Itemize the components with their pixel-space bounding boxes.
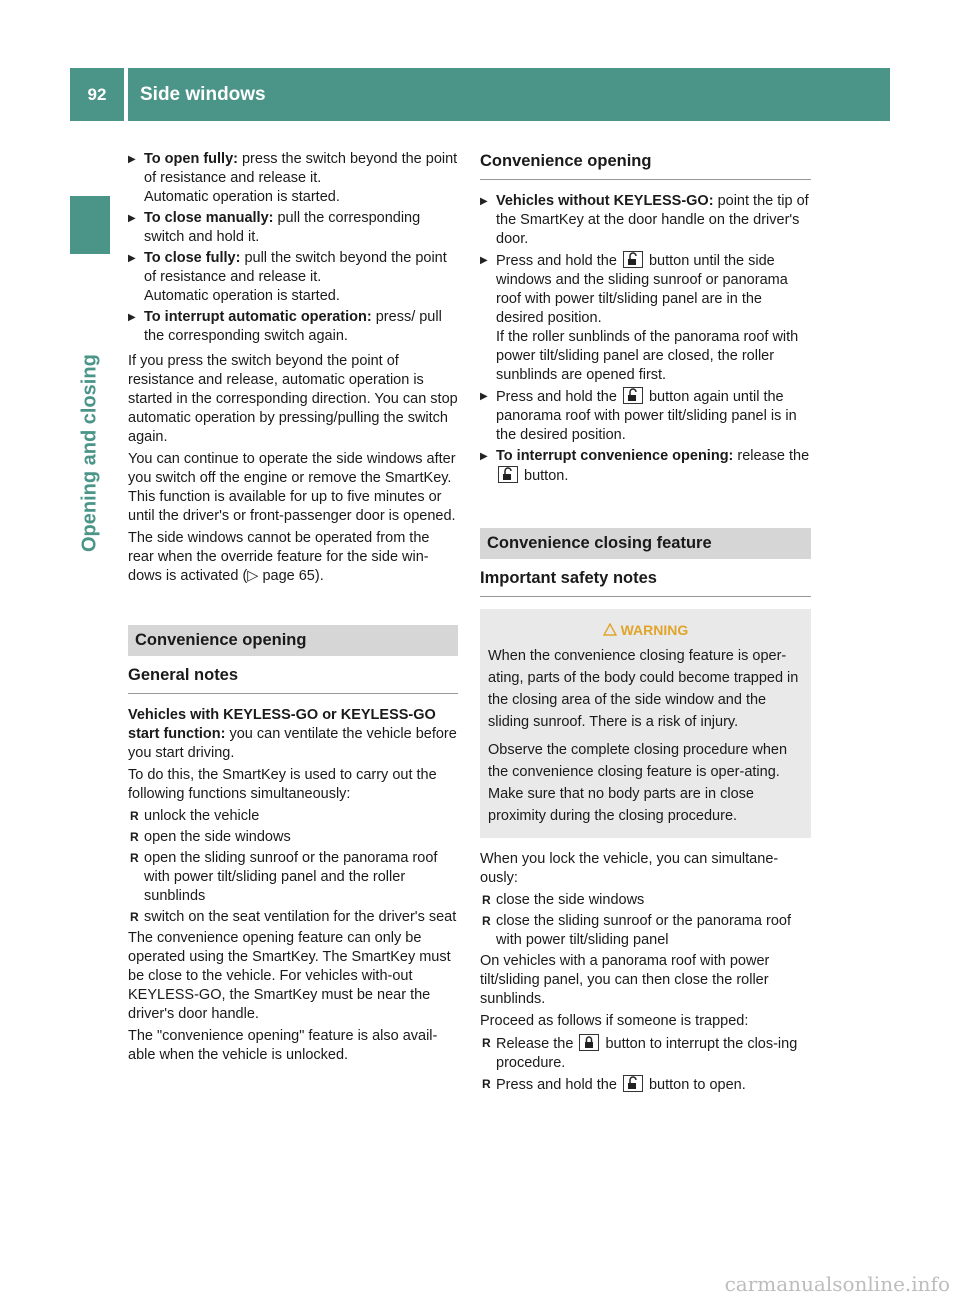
paragraph: The convenience opening feature can only be operated using the SmartKey. The SmartKey must be close to the vehicle. For vehicles with-out KEYLESS-GO, the SmartKey must be near the driver's door handle. xyxy=(128,930,451,1022)
list-item: R close the side windows xyxy=(480,891,811,910)
step-open-fully: ▶ To open fully: press the switch beyond the point of resistance and release it. Automatic operation is started. xyxy=(128,150,458,207)
list-item: R switch on the seat ventilation for the driver's seat xyxy=(128,908,458,927)
unlock-icon xyxy=(623,387,643,404)
list-item: R open the side windows xyxy=(128,828,458,847)
paragraph: If you press the switch beyond the point of resistance and release, automatic operation is started in the corresponding direction. You can stop automatic operation by pressing/pulling the switch again. xyxy=(128,353,458,445)
sidebar-chapter-text: Opening and closing xyxy=(78,354,101,552)
left-column xyxy=(128,150,458,1068)
step-close-manually: ▶ To close manually: pull the corresponding switch and hold it. xyxy=(128,209,458,247)
section-heading-convenience-opening: Convenience opening xyxy=(480,150,811,180)
list-item: R close the sliding sunroof or the panorama roof with power tilt/sliding panel xyxy=(480,912,811,950)
warning-text: When the convenience closing feature is oper-ating, parts of the body could become trapped in the closing area of the side window and the sliding sunroof. There is a risk of injury. xyxy=(488,648,799,730)
step-press-hold-again: ▶ Press and hold the button again until the panorama roof with power tilt/sliding panel is in the desired position. xyxy=(480,387,811,445)
step-close-fully: ▶ To close fully: pull the switch beyond the point of resistance and release it. Automatic operation is started. xyxy=(128,249,458,306)
section-heading: Convenience opening xyxy=(128,625,458,656)
section-heading: Convenience closing feature xyxy=(480,528,811,559)
step-press-hold: ▶ Press and hold the button until the side windows and the sliding sunroof or panorama roof with power tilt/sliding panel are in the desired position. If the roller sunblinds of the panorama roof with power tilt/sliding panel are closed, the roller sunblinds are opened first. xyxy=(480,251,811,385)
paragraph: To do this, the SmartKey is used to carry out the following functions simultaneously: xyxy=(128,767,437,802)
list-item: R unlock the vehicle xyxy=(128,807,458,826)
paragraph: Proceed as follows if someone is trapped: xyxy=(480,1013,749,1029)
page-title-text: Side windows xyxy=(140,84,266,105)
subsection-heading: General notes xyxy=(128,666,458,694)
page-number: 92 xyxy=(70,68,124,121)
right-column xyxy=(480,150,811,1097)
step-interrupt-convenience: ▶ To interrupt convenience opening: release the button. xyxy=(480,447,811,486)
list-item: R open the sliding sunroof or the panorama roof with power tilt/sliding panel and the roller sunblinds xyxy=(128,849,458,906)
step-interrupt: ▶ To interrupt automatic operation: press/ pull the corresponding switch again. xyxy=(128,308,458,346)
paragraph: Vehicles with KEYLESS-GO or KEYLESS-GO start function: you can ventilate the vehicle before you start driving. xyxy=(128,707,457,761)
warning-triangle-icon xyxy=(603,622,617,638)
paragraph: On vehicles with a panorama roof with power tilt/sliding panel, you can then close the roller sunblinds. xyxy=(480,953,770,1007)
warning-title: WARNING xyxy=(488,619,803,641)
warning-text: Observe the complete closing procedure when the convenience closing feature is oper-ating. Make sure that no body parts are in close proximity during the closing procedure. xyxy=(488,742,788,824)
list-item: R Press and hold the button to open. xyxy=(480,1075,811,1095)
list-item: R Release the button to interrupt the clos-ing procedure. xyxy=(480,1034,811,1073)
unlock-icon xyxy=(623,1075,643,1092)
paragraph: When you lock the vehicle, you can simultane-ously: xyxy=(480,851,779,886)
page-title xyxy=(128,68,890,121)
paragraph: You can continue to operate the side windows after you switch off the engine or remove the SmartKey. This function is available for up to five minutes or until the driver's or front-passenger door is opened. xyxy=(128,451,456,524)
subsection-heading: Important safety notes xyxy=(480,569,811,597)
paragraph: The "convenience opening" feature is also avail-able when the vehicle is unlocked. xyxy=(128,1028,438,1063)
paragraph: The side windows cannot be operated from the rear when the override feature for the side win-dows is activated (▷ page 65). xyxy=(128,530,430,584)
unlock-icon xyxy=(623,251,643,268)
unlock-icon xyxy=(498,466,518,483)
lock-icon xyxy=(579,1034,599,1051)
step-without-keyless: ▶ Vehicles without KEYLESS-GO: point the tip of the SmartKey at the door handle on the driver's door. xyxy=(480,192,811,249)
sidebar-chapter-label xyxy=(70,262,110,552)
watermark: carmanualsonline.info xyxy=(724,1272,950,1296)
warning-box xyxy=(480,609,811,838)
section-tab xyxy=(70,196,110,254)
